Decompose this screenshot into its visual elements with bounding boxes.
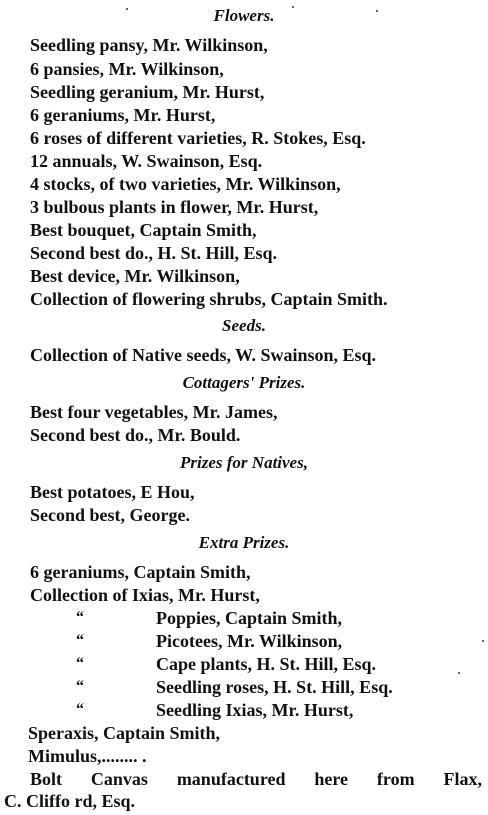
section-heading-seeds: Seeds. <box>222 316 266 335</box>
section-heading-prizes-for-natives: Prizes for Natives, <box>180 453 308 472</box>
entry-line: Cape plants, H. St. Hill, Esq. <box>156 654 377 674</box>
entry-line: Best potatoes, E Hou, <box>30 482 195 502</box>
ditto-mark: “ <box>76 655 84 672</box>
print-speck <box>482 640 484 642</box>
entry-line: Second best do., H. St. Hill, Esq. <box>30 243 278 263</box>
entry-line: 6 geraniums, Mr. Hurst, <box>30 105 216 125</box>
section-heading-cottagers-prizes: Cottagers' Prizes. <box>182 373 306 392</box>
entry-line: Seedling pansy, Mr. Wilkinson, <box>30 35 268 55</box>
entry-line: 6 roses of different varieties, R. Stokes, Esq. <box>30 128 366 148</box>
entry-line: Second best do., Mr. Bould. <box>30 425 241 445</box>
entry-line: 6 pansies, Mr. Wilkinson, <box>30 59 224 79</box>
entry-line: Bolt Canvas manufactured here from Flax, <box>30 769 482 789</box>
ditto-mark: “ <box>76 609 84 626</box>
entry-line: Collection of flowering shrubs, Captain Smith. <box>30 289 388 309</box>
entry-line: Best bouquet, Captain Smith, <box>30 220 257 240</box>
entry-line: Mimulus,........ . <box>28 746 147 766</box>
section-heading-flowers: Flowers. <box>213 6 275 25</box>
entry-line: Seedling geranium, Mr. Hurst, <box>30 82 265 102</box>
entry-line: Seedling roses, H. St. Hill, Esq. <box>156 677 393 697</box>
entry-line: C. Cliffo rd, Esq. <box>4 791 136 811</box>
entry-line: 12 annuals, W. Swainson, Esq. <box>30 151 263 171</box>
entry-line: Second best, George. <box>30 505 190 525</box>
entry-line: 4 stocks, of two varieties, Mr. Wilkinson, <box>30 174 341 194</box>
entry-line: Speraxis, Captain Smith, <box>28 723 221 743</box>
print-speck <box>458 672 460 674</box>
entry-line: 3 bulbous plants in flower, Mr. Hurst, <box>30 197 319 217</box>
entry-line: 6 geraniums, Captain Smith, <box>30 562 251 582</box>
entry-line: Picotees, Mr. Wilkinson, <box>156 631 343 651</box>
ditto-mark: “ <box>76 632 84 649</box>
entry-line: Best device, Mr. Wilkinson, <box>30 266 240 286</box>
entry-line: Collection of Native seeds, W. Swainson, Esq. <box>30 345 377 365</box>
entry-line: Collection of Ixias, Mr. Hurst, <box>30 585 260 605</box>
section-heading-extra-prizes: Extra Prizes. <box>198 533 290 552</box>
entry-line: Poppies, Captain Smith, <box>156 608 343 628</box>
entry-line: Seedling Ixias, Mr. Hurst, <box>156 700 354 720</box>
entry-line: Best four vegetables, Mr. James, <box>30 402 278 422</box>
ditto-mark: “ <box>76 701 84 718</box>
ditto-mark: “ <box>76 678 84 695</box>
